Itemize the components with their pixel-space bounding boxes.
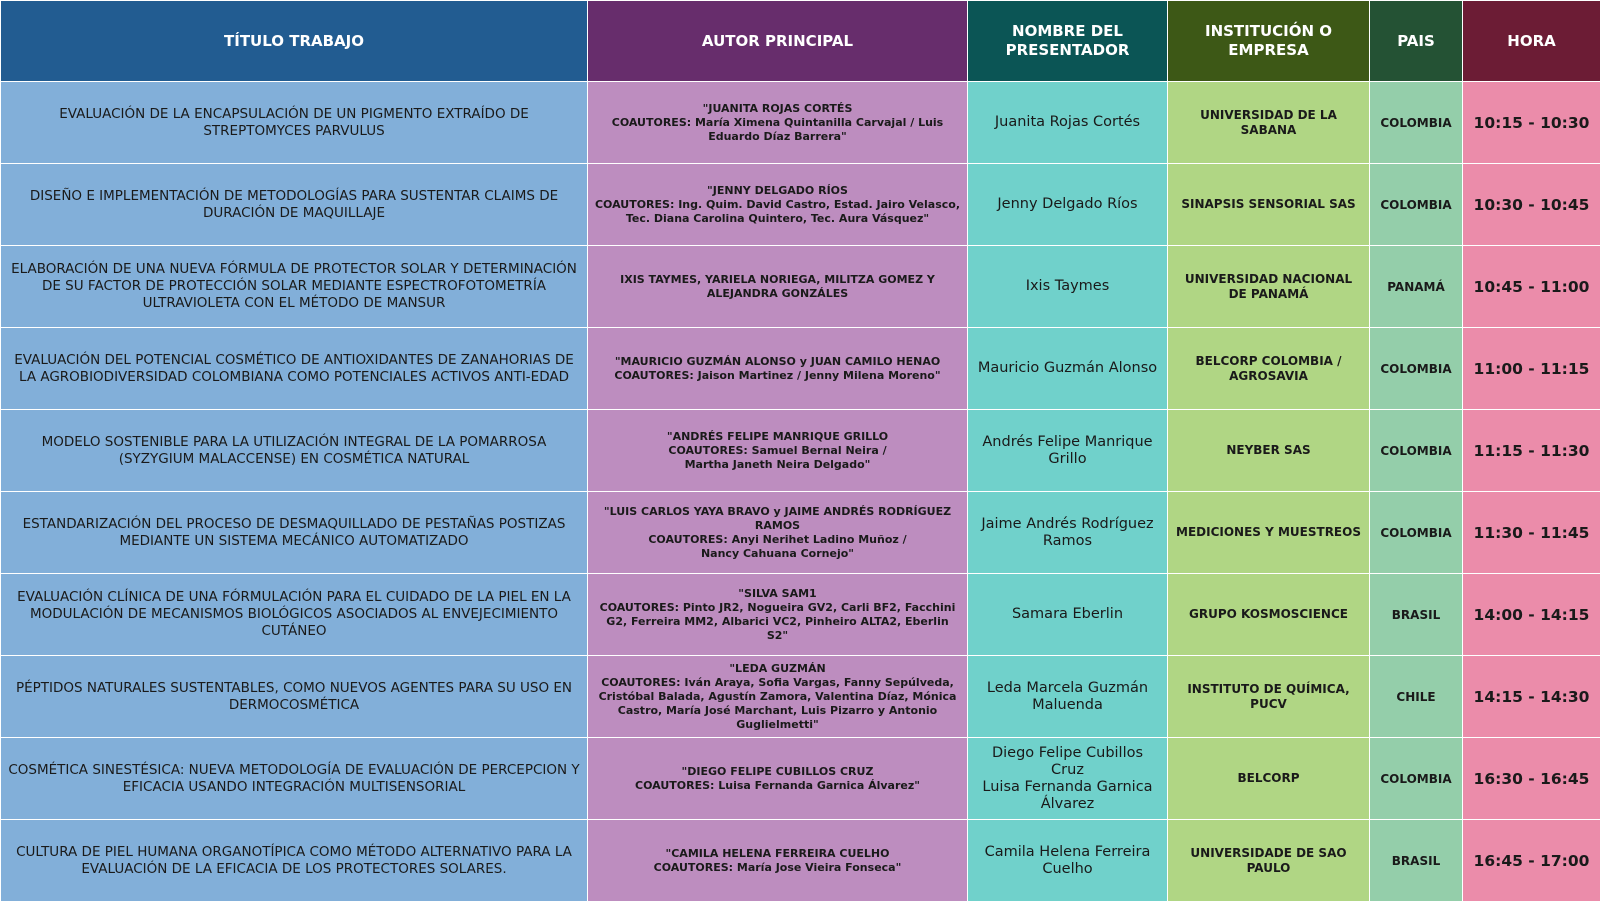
header-autor: AUTOR PRINCIPAL bbox=[588, 1, 968, 82]
institucion-cell: SINAPSIS SENSORIAL SAS bbox=[1168, 164, 1370, 246]
hora-cell: 16:30 - 16:45 bbox=[1463, 738, 1600, 820]
autor-line: COAUTORES: Samuel Bernal Neira / bbox=[594, 444, 961, 458]
hora-cell: 11:30 - 11:45 bbox=[1463, 492, 1600, 574]
pais-cell: COLOMBIA bbox=[1370, 328, 1463, 410]
header-titulo: TÍTULO TRABAJO bbox=[1, 1, 588, 82]
presentador-line: Leda Marcela Guzmán Maluenda bbox=[974, 680, 1161, 714]
hora-cell: 16:45 - 17:00 bbox=[1463, 820, 1600, 902]
pais-cell: BRASIL bbox=[1370, 820, 1463, 902]
presentador-cell bbox=[968, 328, 1168, 410]
autor-line: "JUANITA ROJAS CORTÉS bbox=[594, 102, 961, 116]
autor-line: Martha Janeth Neira Delgado" bbox=[594, 458, 961, 472]
titulo-cell: ELABORACIÓN DE UNA NUEVA FÓRMULA DE PROTECTOR SOLAR Y DETERMINACIÓN DE SU FACTOR DE PROTECCIÓN SOLAR MEDIANTE ESPECTROFOTOMETRÍA ULTRAVIOLETA CON EL MÉTODO DE MANSUR bbox=[1, 246, 588, 328]
hora-cell: 14:15 - 14:30 bbox=[1463, 656, 1600, 738]
presentador-cell bbox=[968, 574, 1168, 656]
titulo-cell: DISEÑO E IMPLEMENTACIÓN DE METODOLOGÍAS PARA SUSTENTAR CLAIMS DE DURACIÓN DE MAQUILLAJE bbox=[1, 164, 588, 246]
pais-cell: COLOMBIA bbox=[1370, 492, 1463, 574]
titulo-cell: MODELO SOSTENIBLE PARA LA UTILIZACIÓN INTEGRAL DE LA POMARROSA (SYZYGIUM MALACCENSE) EN COSMÉTICA NATURAL bbox=[1, 410, 588, 492]
autor-cell bbox=[588, 164, 968, 246]
hora-cell: 10:45 - 11:00 bbox=[1463, 246, 1600, 328]
pais-cell: COLOMBIA bbox=[1370, 82, 1463, 164]
institucion-cell: GRUPO KOSMOSCIENCE bbox=[1168, 574, 1370, 656]
titulo-cell: CULTURA DE PIEL HUMANA ORGANOTÍPICA COMO MÉTODO ALTERNATIVO PARA LA EVALUACIÓN DE LA EFICACIA DE LOS PROTECTORES SOLARES. bbox=[1, 820, 588, 902]
presentador-line: Jaime Andrés Rodríguez Ramos bbox=[974, 516, 1161, 550]
hora-cell: 11:15 - 11:30 bbox=[1463, 410, 1600, 492]
autor-line: COAUTORES: Iván Araya, Sofia Vargas, Fanny Sepúlveda, Cristóbal Balada, Agustín Zamora, Valentina Díaz, Mónica Castro, María José Marchant, Luis Pizarro y Antonio Guglielmetti" bbox=[594, 676, 961, 732]
hora-cell: 14:00 - 14:15 bbox=[1463, 574, 1600, 656]
presentador-line: Andrés Felipe Manrique Grillo bbox=[974, 434, 1161, 468]
presentador-cell bbox=[968, 492, 1168, 574]
presentador-line: Jenny Delgado Ríos bbox=[974, 196, 1161, 213]
autor-cell bbox=[588, 574, 968, 656]
presentador-line: Diego Felipe Cubillos Cruz bbox=[974, 745, 1161, 779]
pais-cell: CHILE bbox=[1370, 656, 1463, 738]
pais-cell: COLOMBIA bbox=[1370, 738, 1463, 820]
table-row bbox=[1, 574, 1600, 656]
institucion-cell: NEYBER SAS bbox=[1168, 410, 1370, 492]
table-row bbox=[1, 246, 1600, 328]
table-row bbox=[1, 656, 1600, 738]
autor-cell bbox=[588, 82, 968, 164]
autor-line: "DIEGO FELIPE CUBILLOS CRUZ bbox=[594, 765, 961, 779]
institucion-cell: BELCORP COLOMBIA / AGROSAVIA bbox=[1168, 328, 1370, 410]
institucion-cell: UNIVERSIDAD DE LA SABANA bbox=[1168, 82, 1370, 164]
autor-line: COAUTORES: Jaison Martinez / Jenny Milena Moreno" bbox=[594, 369, 961, 383]
autor-cell bbox=[588, 738, 968, 820]
autor-line: "MAURICIO GUZMÁN ALONSO y JUAN CAMILO HENAO bbox=[594, 355, 961, 369]
autor-cell bbox=[588, 492, 968, 574]
autor-cell bbox=[588, 820, 968, 902]
titulo-cell: EVALUACIÓN CLÍNICA DE UNA FÓRMULACIÓN PARA EL CUIDADO DE LA PIEL EN LA MODULACIÓN DE MECANISMOS BIOLÓGICOS ASOCIADOS AL ENVEJECIMIENTO CUTÁNEO bbox=[1, 574, 588, 656]
schedule-body bbox=[1, 82, 1600, 902]
presentador-line: Camila Helena Ferreira Cuelho bbox=[974, 844, 1161, 878]
institucion-cell: MEDICIONES Y MUESTREOS bbox=[1168, 492, 1370, 574]
presentador-line: Luisa Fernanda Garnica Álvarez bbox=[974, 779, 1161, 813]
presentador-cell bbox=[968, 246, 1168, 328]
pais-cell: COLOMBIA bbox=[1370, 164, 1463, 246]
presentador-cell bbox=[968, 410, 1168, 492]
autor-cell bbox=[588, 328, 968, 410]
titulo-cell: ESTANDARIZACIÓN DEL PROCESO DE DESMAQUILLADO DE PESTAÑAS POSTIZAS MEDIANTE UN SISTEMA MECÁNICO AUTOMATIZADO bbox=[1, 492, 588, 574]
hora-cell: 10:30 - 10:45 bbox=[1463, 164, 1600, 246]
presentador-line: Samara Eberlin bbox=[974, 606, 1161, 623]
header-hora: HORA bbox=[1463, 1, 1600, 82]
table-row bbox=[1, 820, 1600, 902]
autor-line: COAUTORES: Ing. Quim. David Castro, Estad. Jairo Velasco, Tec. Diana Carolina Quintero, Tec. Aura Vásquez" bbox=[594, 198, 961, 226]
autor-line: "LEDA GUZMÁN bbox=[594, 662, 961, 676]
header-pais: PAIS bbox=[1370, 1, 1463, 82]
table-row bbox=[1, 492, 1600, 574]
hora-cell: 10:15 - 10:30 bbox=[1463, 82, 1600, 164]
pais-cell: PANAMÁ bbox=[1370, 246, 1463, 328]
presentador-line: Ixis Taymes bbox=[974, 278, 1161, 295]
titulo-cell: EVALUACIÓN DE LA ENCAPSULACIÓN DE UN PIGMENTO EXTRAÍDO DE STREPTOMYCES PARVULUS bbox=[1, 82, 588, 164]
hora-cell: 11:00 - 11:15 bbox=[1463, 328, 1600, 410]
autor-line: COAUTORES: Anyi Nerihet Ladino Muñoz / bbox=[594, 533, 961, 547]
autor-line: "LUIS CARLOS YAYA BRAVO y JAIME ANDRÉS RODRÍGUEZ RAMOS bbox=[594, 505, 961, 533]
titulo-cell: EVALUACIÓN DEL POTENCIAL COSMÉTICO DE ANTIOXIDANTES DE ZANAHORIAS DE LA AGROBIODIVERSIDAD COLOMBIANA COMO POTENCIALES ACTIVOS ANTI-EDAD bbox=[1, 328, 588, 410]
pais-cell: BRASIL bbox=[1370, 574, 1463, 656]
table-row bbox=[1, 164, 1600, 246]
autor-line: "ANDRÉS FELIPE MANRIQUE GRILLO bbox=[594, 430, 961, 444]
institucion-cell: UNIVERSIDAD NACIONAL DE PANAMÁ bbox=[1168, 246, 1370, 328]
autor-line: "SILVA SAM1 bbox=[594, 587, 961, 601]
autor-line: IXIS TAYMES, YARIELA NORIEGA, MILITZA GOMEZ Y ALEJANDRA GONZÁLES bbox=[594, 273, 961, 301]
autor-line: COAUTORES: María Jose Vieira Fonseca" bbox=[594, 861, 961, 875]
table-row bbox=[1, 738, 1600, 820]
autor-line: "JENNY DELGADO RÍOS bbox=[594, 184, 961, 198]
titulo-cell: PÉPTIDOS NATURALES SUSTENTABLES, COMO NUEVOS AGENTES PARA SU USO EN DERMOCOSMÉTICA bbox=[1, 656, 588, 738]
autor-line: Nancy Cahuana Cornejo" bbox=[594, 547, 961, 561]
autor-line: COAUTORES: Pinto JR2, Nogueira GV2, Carli BF2, Facchini G2, Ferreira MM2, Albarici VC2, Pinheiro ALTA2, Eberlin S2" bbox=[594, 601, 961, 643]
header-row bbox=[1, 1, 1600, 82]
table-row bbox=[1, 410, 1600, 492]
presentador-cell bbox=[968, 164, 1168, 246]
autor-cell bbox=[588, 656, 968, 738]
header-presentador: NOMBRE DEL PRESENTADOR bbox=[968, 1, 1168, 82]
header-institucion: INSTITUCIÓN O EMPRESA bbox=[1168, 1, 1370, 82]
presentador-cell bbox=[968, 820, 1168, 902]
autor-cell bbox=[588, 410, 968, 492]
institucion-cell: BELCORP bbox=[1168, 738, 1370, 820]
presentador-cell bbox=[968, 738, 1168, 820]
autor-line: COAUTORES: Luisa Fernanda Garnica Álvarez" bbox=[594, 779, 961, 793]
institucion-cell: INSTITUTO DE QUÍMICA, PUCV bbox=[1168, 656, 1370, 738]
pais-cell: COLOMBIA bbox=[1370, 410, 1463, 492]
autor-line: "CAMILA HELENA FERREIRA CUELHO bbox=[594, 847, 961, 861]
autor-line: COAUTORES: María Ximena Quintanilla Carvajal / Luis Eduardo Díaz Barrera" bbox=[594, 116, 961, 144]
institucion-cell: UNIVERSIDADE DE SAO PAULO bbox=[1168, 820, 1370, 902]
presentador-cell bbox=[968, 82, 1168, 164]
titulo-cell: COSMÉTICA SINESTÉSICA: NUEVA METODOLOGÍA DE EVALUACIÓN DE PERCEPCION Y EFICACIA USANDO INTEGRACIÓN MULTISENSORIAL bbox=[1, 738, 588, 820]
autor-cell bbox=[588, 246, 968, 328]
presentador-cell bbox=[968, 656, 1168, 738]
presentador-line: Juanita Rojas Cortés bbox=[974, 114, 1161, 131]
table-row bbox=[1, 82, 1600, 164]
table-row bbox=[1, 328, 1600, 410]
presentador-line: Mauricio Guzmán Alonso bbox=[974, 360, 1161, 377]
